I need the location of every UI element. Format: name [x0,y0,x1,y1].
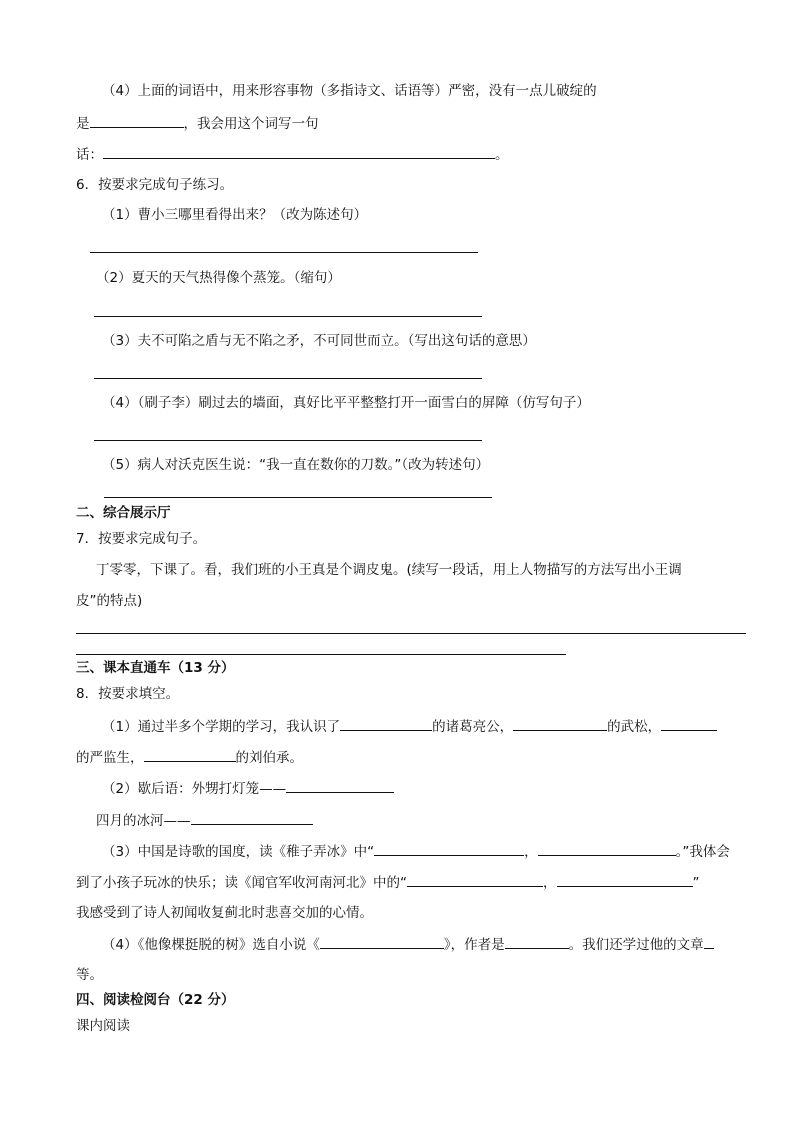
q8-item4-text-a: （4）《他像棵挺脱的树》选自小说《 [102,937,320,953]
q6-answer-line-5[interactable] [104,497,492,498]
q8-blank-poem2-b[interactable] [557,873,693,887]
q8-blank-liu[interactable] [144,748,236,762]
q8-item3-line3: 我感受到了诗人初闻收复蓟北时悲喜交加的心情。 [76,905,373,921]
q5-item4-text-d: 。 [495,147,509,163]
q8-blank-yan[interactable] [661,717,717,731]
q8-item1-line1 [102,717,717,736]
q8-item4-line1 [102,935,714,954]
q6-item-5: （5）病人对沃克医生说：“我一直在数你的刀数。”（改为转述句） [102,457,490,473]
q8-item2-text-a: （2）歇后语：外甥打灯笼—— [102,781,287,797]
q8-item2-line2 [96,811,313,830]
q8-blank-author[interactable] [505,935,569,949]
section-4-title: 四、阅读检阅台（22 分） [76,992,235,1008]
q8-item1-text-b: 的诸葛亮公， [432,719,514,735]
q7-title: 7．按要求完成句子。 [76,531,207,547]
q8-item3-line1 [102,842,730,861]
q8-item3-line2 [76,873,700,892]
q8-item3-text-d: 到了小孩子玩冰的快乐；读《闻官军收河南河北》中的“ [76,875,407,891]
q8-blank-novel[interactable] [320,935,444,949]
q6-item-3: （3）夫不可陷之盾与无不陷之矛，不可同世而立。（写出这句话的意思） [102,333,536,349]
q8-item3-text-e: ， [543,875,557,891]
q8-blank-xiehouyu-2[interactable] [191,811,313,825]
q8-blank-zhuge[interactable] [340,717,432,731]
q8-item3-text-f: ” [692,875,700,891]
q6-answer-line-3[interactable] [94,378,482,379]
q5-item4-text-b: ，我会用这个词写一句 [183,116,319,132]
q5-item4-line2 [76,114,319,133]
q7-answer-line-2[interactable] [76,654,566,655]
q8-item1-text-e: 的刘伯承。 [235,750,303,766]
q8-blank-article[interactable] [704,935,714,949]
q5-item4-text-c: 话： [76,147,103,163]
q8-blank-xiehouyu-1[interactable] [286,779,394,793]
q8-blank-poem1-b[interactable] [538,842,676,856]
q8-item3-text-b: ， [524,844,538,860]
q5-item4-line1: （4）上面的词语中，用来形容事物（多指诗文、话语等）严密，没有一点儿破绽的 [102,83,597,99]
q8-blank-poem1-a[interactable] [374,842,524,856]
q7-text-line2: 皮”的特点) [76,593,143,609]
q8-item1-text-a: （1）通过半多个学期的学习，我认识了 [102,719,341,735]
q6-answer-line-1[interactable] [90,252,478,253]
q8-blank-wusong[interactable] [513,717,607,731]
q5-word-blank[interactable] [90,114,184,128]
q8-blank-poem2-a[interactable] [407,873,543,887]
q8-title: 8．按要求填空。 [76,686,180,702]
q6-item-2: （2）夏天的天气热得像个蒸笼。（缩句） [96,270,341,286]
q5-sentence-blank[interactable] [103,145,495,159]
q8-item1-text-c: 的武松， [607,719,662,735]
section-4-subtitle: 课内阅读 [76,1018,130,1034]
q8-item4-text-c: 。我们还学过他的文章 [568,937,704,953]
section-3-title: 三、课本直通车（13 分） [76,660,235,676]
q8-item1-line2 [76,748,303,767]
section-2-title: 二、综合展示厅 [76,505,171,521]
q7-text-line1: 丁零零，下课了。看，我们班的小王真是个调皮鬼。(续写一段话，用上人物描写的方法写出小王调 [96,562,682,578]
q6-item-1: （1）曹小三哪里看得出来？（改为陈述句） [102,207,368,223]
q5-item4-line3 [76,145,509,164]
q8-item4-text-b: 》，作者是 [443,937,505,953]
q8-item2-text-b: 四月的冰河—— [96,813,191,829]
q8-item2-line1 [102,779,394,798]
q8-item3-text-a: （3）中国是诗歌的国度，读《稚子弄冰》中“ [102,844,375,860]
q6-answer-line-2[interactable] [94,316,482,317]
q6-title: 6．按要求完成句子练习。 [76,177,234,193]
q7-answer-line-1[interactable] [76,633,746,634]
q6-item-4: （4）（刷子李）刷过去的墙面，真好比平平整整打开一面雪白的屏障（仿写句子） [102,395,590,411]
q8-item4-line2: 等。 [76,967,103,983]
q5-item4-text-a: 是 [76,116,90,132]
q8-item1-text-d: 的严监生， [76,750,144,766]
q8-item3-text-c: 。”我体会 [675,844,730,860]
q6-answer-line-4[interactable] [94,440,482,441]
